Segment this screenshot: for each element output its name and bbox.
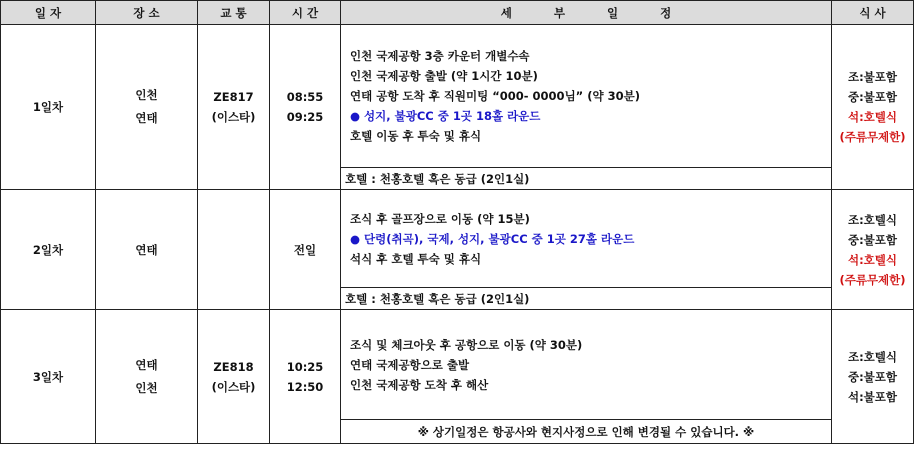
detail-line: 인천 국제공항 3층 카운터 개별수속 — [350, 49, 530, 63]
time-value: 08:55 — [286, 90, 324, 104]
detail-cell — [341, 25, 832, 168]
day-label: 3일차 — [1, 310, 96, 444]
detail-line: 인천 국제공항 도착 후 해산 — [350, 377, 489, 392]
time-value: 10:25 — [286, 359, 324, 374]
header-row — [1, 1, 914, 25]
day-row — [1, 25, 914, 168]
header-meal: 식 사 — [832, 1, 914, 25]
detail-line: 조식 후 골프장으로 이동 (약 15분) — [350, 211, 530, 226]
place-name: 인천 — [135, 88, 158, 102]
transport-cell — [198, 25, 270, 190]
time-value: 전일 — [293, 242, 317, 257]
place-name: 연태 — [135, 357, 158, 372]
schedule-change-note: ※ 상기일정은 항공사와 현지사정으로 인해 변경될 수 있습니다. ※ — [341, 420, 832, 444]
meal-breakfast: 조:호텔식 — [847, 212, 898, 227]
hotel-info: 호텔 : 천홍호텔 혹은 동급 (2인1실) — [341, 288, 832, 310]
meal-dinner: 석:호텔식 — [847, 252, 898, 267]
day-label: 2일차 — [1, 190, 96, 310]
transport-cell — [198, 190, 270, 310]
meal-cell — [832, 310, 914, 444]
time-value: 12:50 — [286, 379, 324, 394]
meal-lunch: 중:불포함 — [847, 90, 898, 104]
detail-line: 석식 후 호텔 투숙 및 휴식 — [350, 251, 482, 266]
time-cell — [270, 190, 341, 310]
header-time: 시 간 — [270, 1, 341, 25]
meal-lunch: 중:불포함 — [847, 232, 898, 247]
place-cell — [96, 25, 198, 190]
detail-line: 조식 및 체크아웃 후 공항으로 이동 (약 30분) — [350, 337, 583, 352]
meal-breakfast: 조:불포함 — [847, 70, 898, 84]
detail-line: 호텔 이동 후 투숙 및 휴식 — [350, 129, 482, 143]
meal-note: (주류무제한) — [839, 272, 906, 287]
header-date: 일 자 — [1, 1, 96, 25]
airline-name: (이스타) — [211, 110, 256, 124]
day-label: 1일차 — [1, 25, 96, 190]
detail-line: 인천 국제공항 출발 (약 1시간 10분) — [350, 69, 538, 83]
meal-breakfast: 조:호텔식 — [847, 349, 898, 364]
header-transport: 교 통 — [198, 1, 270, 25]
detail-line-golf: ● 단령(취곡), 국제, 성지, 불광CC 중 1곳 27홀 라운드 — [350, 231, 635, 246]
detail-line: 연태 국제공항으로 출발 — [350, 357, 470, 372]
place-cell — [96, 190, 198, 310]
flight-number: ZE817 — [213, 90, 254, 104]
meal-dinner: 석:불포함 — [847, 389, 898, 404]
meal-lunch: 중:불포함 — [847, 369, 898, 384]
day-row — [1, 190, 914, 288]
flight-number: ZE818 — [213, 359, 254, 374]
detail-cell — [341, 190, 832, 288]
transport-cell — [198, 310, 270, 444]
day-row — [1, 310, 914, 420]
airline-name: (이스타) — [211, 379, 256, 394]
detail-line-golf: ● 성지, 불광CC 중 1곳 18홀 라운드 — [350, 109, 541, 123]
meal-cell — [832, 190, 914, 310]
place-cell — [96, 310, 198, 444]
meal-note: (주류무제한) — [839, 130, 906, 144]
header-detail: 세 부 일 정 — [341, 1, 832, 25]
meal-cell — [832, 25, 914, 190]
time-cell — [270, 25, 341, 190]
meal-dinner: 석:호텔식 — [847, 110, 898, 124]
time-value: 09:25 — [286, 110, 324, 124]
place-name: 연태 — [135, 242, 158, 257]
header-place: 장 소 — [96, 1, 198, 25]
hotel-info: 호텔 : 천홍호텔 혹은 동급 (2인1실) — [341, 168, 832, 190]
detail-cell — [341, 310, 832, 420]
place-name: 인천 — [135, 380, 158, 395]
time-cell — [270, 310, 341, 444]
detail-line: 연태 공항 도착 후 직원미팅 “000- 0000님” (약 30분) — [350, 89, 640, 103]
place-name: 연태 — [135, 111, 158, 125]
